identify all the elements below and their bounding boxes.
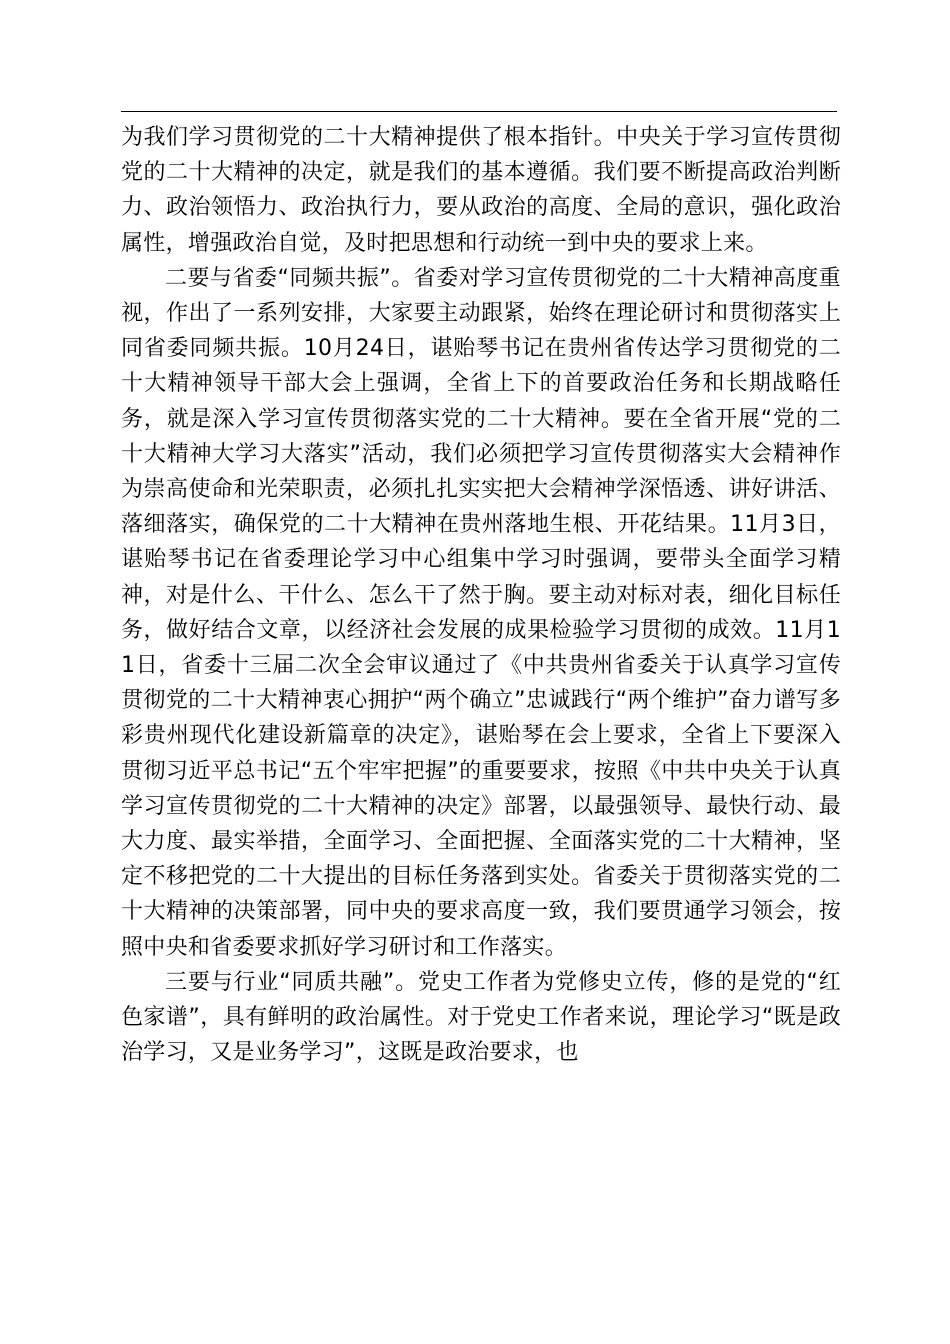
paragraph-2: 二要与省委“同频共振”。省委对学习宣传贯彻党的二十大精神高度重视，作出了一系列安排，大家要主动跟紧，始终在理论研讨和贯彻落实上同省委同频共振。10月24日，谌贻琴书记在贵州省传达学习贯彻党的二十大精神领导干部大会上强调，全省上下的首要政治任务和长期战略任务，就是深入学习宣传贯彻落实党的二十大精神。要在全省开展“党的二十大精神大学习大落实”活动，我们必须把学习宣传贯彻落实大会精神作为崇高使命和光荣职责，必须扎扎实实把大会精神学深悟透、讲好讲活、落细落实，确保党的二十大精神在贵州落地生根、开花结果。11月3日，谌贻琴书记在省委理论学习中心组集中学习时强调，要带头全面学习精神，对是什么、干什么、怎么干了然于胸。要主动对标对表，细化目标任务，做好结合文章，以经济社会发展的成果检验学习贯彻的成效。11月11日，省委十三届二次全会审议通过了《中共贵州省委关于认真学习宣传贯彻党的二十大精神衷心拥护“两个确立”忠诚践行“两个维护”奋力谱写多彩贵州现代化建设新篇章的决定》，谌贻琴在会上要求，全省上下要深入贯彻习近平总书记“五个牢牢把握”的重要要求，按照《中共中央关于认真学习宣传贯彻党的二十大精神的决定》部署，以最强领导、最快行动、最大力度、最实举措，全面学习、全面把握、全面落实党的二十大精神，坚定不移把党的二十大提出的目标任务落到实处。省委关于贯彻落实党的二十大精神的决策部署，同中央的要求高度一致，我们要贯通学习领会，按照中央和省委要求抓好学习研讨和工作落实。 [121, 265, 841, 960]
document-body [121, 120, 841, 1070]
paragraph-3: 三要与行业“同质共融”。党史工作者为党修史立传，修的是党的“红色家谱”，具有鲜明的政治属性。对于党史工作者来说，理论学习“既是政治学习，又是业务学习”，这既是政治要求，也 [121, 969, 841, 1066]
paragraph-1: 为我们学习贯彻党的二十大精神提供了根本指针。中央关于学习宣传贯彻党的二十大精神的决定，就是我们的基本遵循。我们要不断提高政治判断力、政治领悟力、政治执行力，要从政治的高度、全局的意识，强化政治属性，增强政治自觉，及时把思想和行动统一到中央的要求上来。 [121, 125, 841, 256]
header-rule [121, 111, 837, 112]
